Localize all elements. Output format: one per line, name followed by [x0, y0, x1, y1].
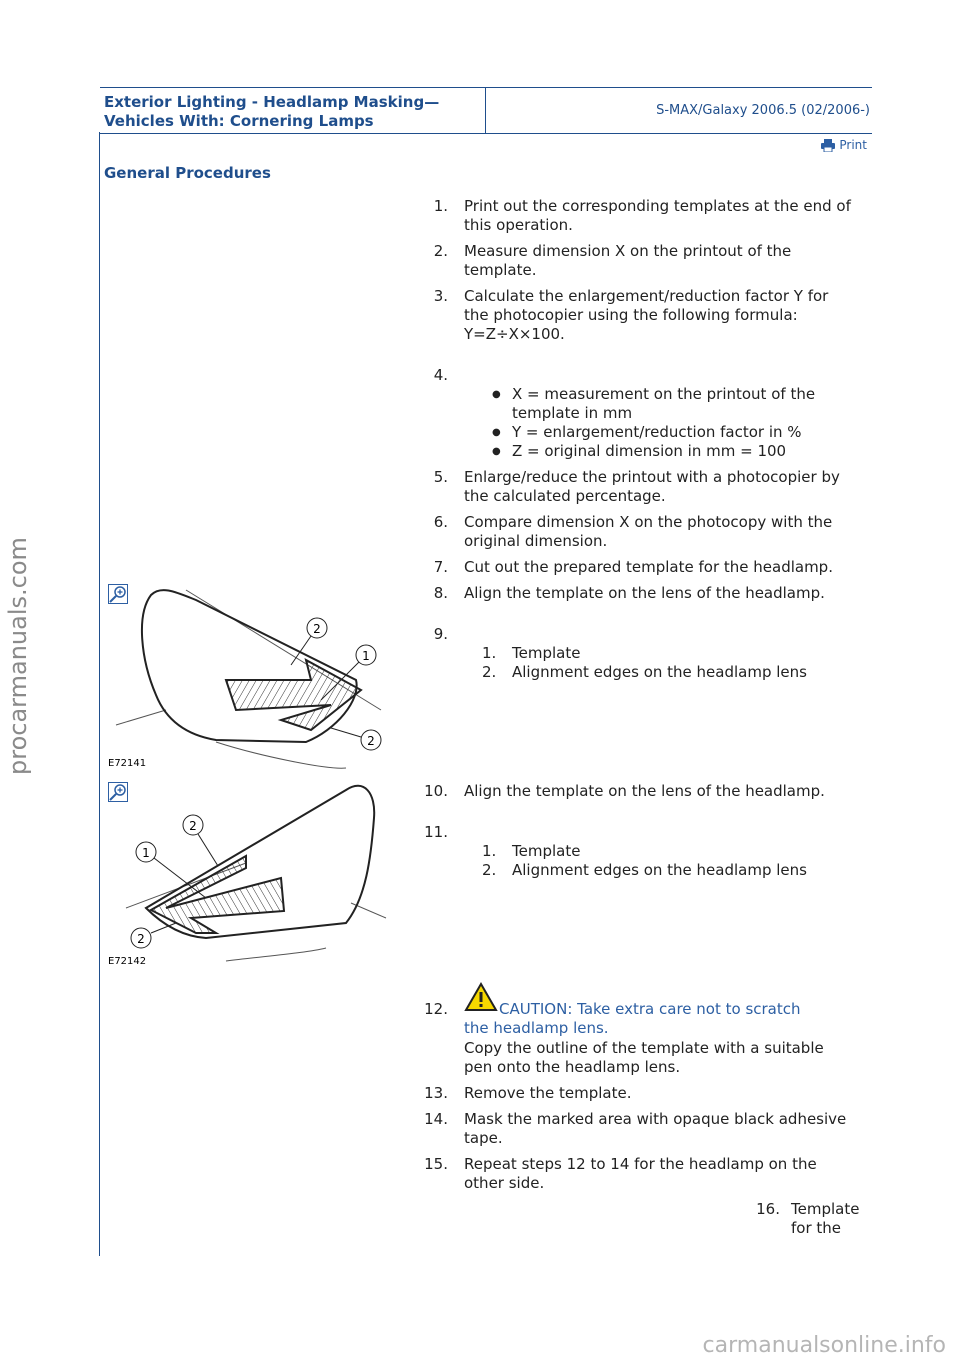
step-text: Mask the marked area with opaque black adhesive — [464, 1110, 847, 1128]
step-number: 3. — [433, 287, 448, 305]
step-text: Calculate the enlargement/reduction factor Y for — [464, 287, 829, 305]
title-line-1: Exterior Lighting - Headlamp Masking— — [104, 93, 440, 111]
item-text: Alignment edges on the headlamp lens — [512, 663, 807, 681]
step-number: 8. — [433, 584, 448, 602]
item-text: Alignment edges on the headlamp lens — [512, 861, 807, 879]
step-number: 1. — [433, 197, 448, 215]
step-text: this operation. — [464, 216, 573, 234]
step-text: Remove the template. — [464, 1084, 632, 1102]
step-number: 5. — [433, 468, 448, 486]
callout-2: 2 — [137, 932, 145, 946]
step-text: for the — [791, 1219, 842, 1237]
step-number: 7. — [433, 558, 448, 576]
bullet-text: ● X = measurement on the printout of the — [512, 385, 816, 403]
step-number: 2. — [433, 242, 448, 260]
step-text: Enlarge/reduce the printout with a photocopier by — [464, 468, 840, 486]
step-text: the calculated percentage. — [464, 487, 666, 505]
callout-1: 1 — [142, 846, 150, 860]
callout-2: 2 — [313, 622, 321, 636]
side-watermark: procarmanuals.com — [4, 537, 32, 775]
step-text: Template — [791, 1200, 860, 1218]
item-number: 2. — [482, 663, 497, 681]
step-text: Copy the outline of the template with a suitable — [464, 1039, 824, 1057]
headlamp-figure-2 — [106, 778, 391, 968]
step-text: Cut out the prepared template for the headlamp. — [464, 558, 833, 576]
bullet-text: ● Z = original dimension in mm = 100 — [512, 442, 787, 460]
item-text: Template — [512, 644, 581, 662]
step-text: pen onto the headlamp lens. — [464, 1058, 681, 1076]
bullet-text: template in mm — [512, 404, 633, 422]
step-text: Print out the corresponding templates at the end of — [464, 197, 851, 215]
list-item — [482, 861, 807, 880]
printer-icon — [821, 139, 835, 152]
step-text: other side. — [464, 1174, 545, 1192]
print-label[interactable]: Print — [839, 138, 867, 152]
document-title — [100, 88, 486, 133]
section-title: General Procedures — [104, 164, 271, 182]
callout-2: 2 — [367, 734, 375, 748]
title-line-2: Vehicles With: Cornering Lamps — [104, 112, 374, 130]
page-header — [100, 87, 872, 134]
item-number: 1. — [482, 842, 497, 860]
figure-code: E72142 — [108, 956, 147, 967]
step-text: Repeat steps 12 to 14 for the headlamp on the — [464, 1155, 817, 1173]
step-number: 15. — [424, 1155, 448, 1173]
headlamp-figure-1 — [106, 580, 391, 770]
step-number: 12. — [424, 1000, 448, 1018]
formula: Y=Z÷X×100. — [464, 325, 565, 343]
model-label: S-MAX/Galaxy 2006.5 (02/2006-) — [656, 103, 870, 118]
caution-text: CAUTION: Take extra care not to scratch — [499, 1000, 801, 1018]
list-item — [482, 842, 581, 861]
callout-2: 2 — [189, 819, 197, 833]
bullet-item — [492, 385, 815, 423]
left-rule — [99, 132, 100, 1256]
step-number: 16. — [756, 1200, 780, 1218]
list-item — [482, 644, 581, 663]
bottom-watermark: carmanualsonline.info — [702, 1333, 946, 1358]
list-item — [482, 663, 807, 682]
bullet-item — [492, 423, 802, 442]
step-text: original dimension. — [464, 532, 608, 550]
step-number: 6. — [433, 513, 448, 531]
step-number: 4. — [433, 366, 448, 384]
step-number: 14. — [424, 1110, 448, 1128]
step-number: 11. — [424, 823, 448, 841]
item-text: Template — [512, 842, 581, 860]
step-text: Compare dimension X on the photocopy with the — [464, 513, 833, 531]
callout-1: 1 — [362, 649, 370, 663]
step-text: Align the template on the lens of the headlamp. — [464, 782, 825, 800]
item-number: 2. — [482, 861, 497, 879]
step-16 — [752, 1200, 860, 1237]
step-text: Align the template on the lens of the headlamp. — [464, 584, 825, 602]
figure-code: E72141 — [108, 758, 147, 769]
step-number: 10. — [424, 782, 448, 800]
item-number: 1. — [482, 644, 497, 662]
step-text: the photocopier using the following formula: — [464, 306, 798, 324]
bullet-item — [492, 442, 786, 461]
step-text: tape. — [464, 1129, 503, 1147]
caution-text: the headlamp lens. — [464, 1019, 609, 1037]
warning-icon — [464, 982, 498, 1012]
step-number: 9. — [433, 625, 448, 643]
step-number: 13. — [424, 1084, 448, 1102]
step-text: Measure dimension X on the printout of the — [464, 242, 792, 260]
bullet-text: ● Y = enlargement/reduction factor in % — [512, 423, 802, 441]
step-text: template. — [464, 261, 537, 279]
print-link[interactable] — [821, 138, 867, 152]
